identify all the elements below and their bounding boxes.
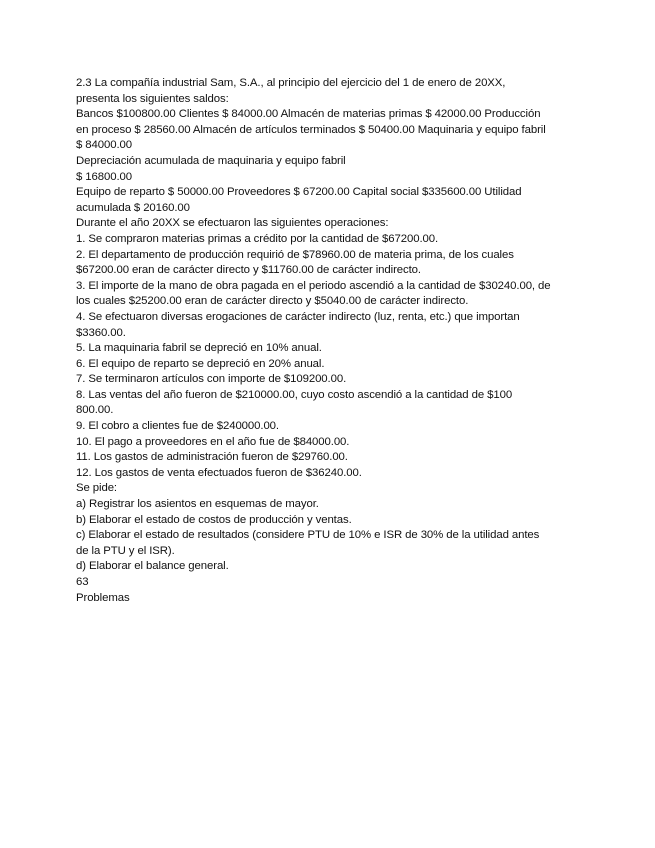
operation-8-line-2: 800.00. (76, 404, 114, 417)
task-b: b) Elaborar el estado de costos de producción y ventas. (76, 513, 352, 526)
operation-2-line-2: $67200.00 eran de carácter directo y $11760.00 de carácter indirecto. (76, 264, 421, 277)
problem-heading-line-1: 2.3 La compañía industrial Sam, S.A., al principio del ejercicio del 1 de enero de 20XX, (76, 77, 506, 89)
task-c-line-2: de la PTU y el ISR). (76, 544, 175, 557)
operations-intro: Durante el año 20XX se efectuaron las siguientes operaciones: (76, 217, 389, 230)
balances-line-3: $ 84000.00 (76, 139, 133, 152)
operation-9: 9. El cobro a clientes fue de $240000.00. (76, 420, 279, 433)
section-footer: Problemas (76, 591, 130, 604)
operation-1: 1. Se compraron materias primas a crédito por la cantidad de $67200.00. (76, 232, 439, 245)
balances-line-4: Equipo de reparto $ 50000.00 Proveedores $ 67200.00 Capital social $335600.00 Utilidad (76, 186, 522, 199)
operation-11: 11. Los gastos de administración fueron de $29760.00. (76, 451, 348, 464)
operation-5: 5. La maquinaria fabril se depreció en 10% anual. (76, 342, 322, 355)
operation-8-line-1: 8. Las ventas del año fueron de $210000.00, cuyo costo ascendió a la cantidad de $100 (76, 388, 513, 401)
operation-4-line-2: $3360.00. (76, 326, 126, 339)
operation-3-line-1: 3. El importe de la mano de obra pagada en el periodo ascendió a la cantidad de $30240.00, de (76, 279, 551, 292)
balances-line-5: acumulada $ 20160.00 (76, 201, 190, 214)
operation-6: 6. El equipo de reparto se depreció en 20% anual. (76, 357, 325, 370)
operation-2-line-1: 2. El departamento de producción requirió de $78960.00 de materia prima, de los cuales (76, 248, 514, 261)
task-d: d) Elaborar el balance general. (76, 560, 229, 573)
operation-4-line-1: 4. Se efectuaron diversas erogaciones de carácter indirecto (luz, renta, etc.) que importan (76, 310, 520, 323)
tasks-heading: Se pide: (76, 482, 117, 495)
balances-line-2: en proceso $ 28560.00 Almacén de artículos terminados $ 50400.00 Maquinaria y equipo fabril (76, 123, 546, 136)
balances-line-1: Bancos $100800.00 Clientes $ 84000.00 Almacén de materias primas $ 42000.00 Producción (76, 108, 541, 121)
page-number: 63 (76, 576, 89, 588)
operation-7: 7. Se terminaron artículos con importe de $109200.00. (76, 373, 347, 386)
depreciation-amount: $ 16800.00 (76, 170, 133, 183)
task-c-line-1: c) Elaborar el estado de resultados (considere PTU de 10% e ISR de 30% de la utilidad antes (76, 529, 540, 542)
depreciation-label: Depreciación acumulada de maquinaria y equipo fabril (76, 154, 346, 167)
problem-heading-line-2: presenta los siguientes saldos: (76, 92, 229, 105)
operation-10: 10. El pago a proveedores en el año fue de $84000.00. (76, 435, 350, 448)
task-a: a) Registrar los asientos en esquemas de mayor. (76, 498, 319, 511)
document-text (76, 76, 576, 606)
operation-3-line-2: los cuales $25200.00 eran de carácter directo y $5040.00 de carácter indirecto. (76, 295, 469, 308)
operation-12: 12. Los gastos de venta efectuados fueron de $36240.00. (76, 466, 362, 479)
